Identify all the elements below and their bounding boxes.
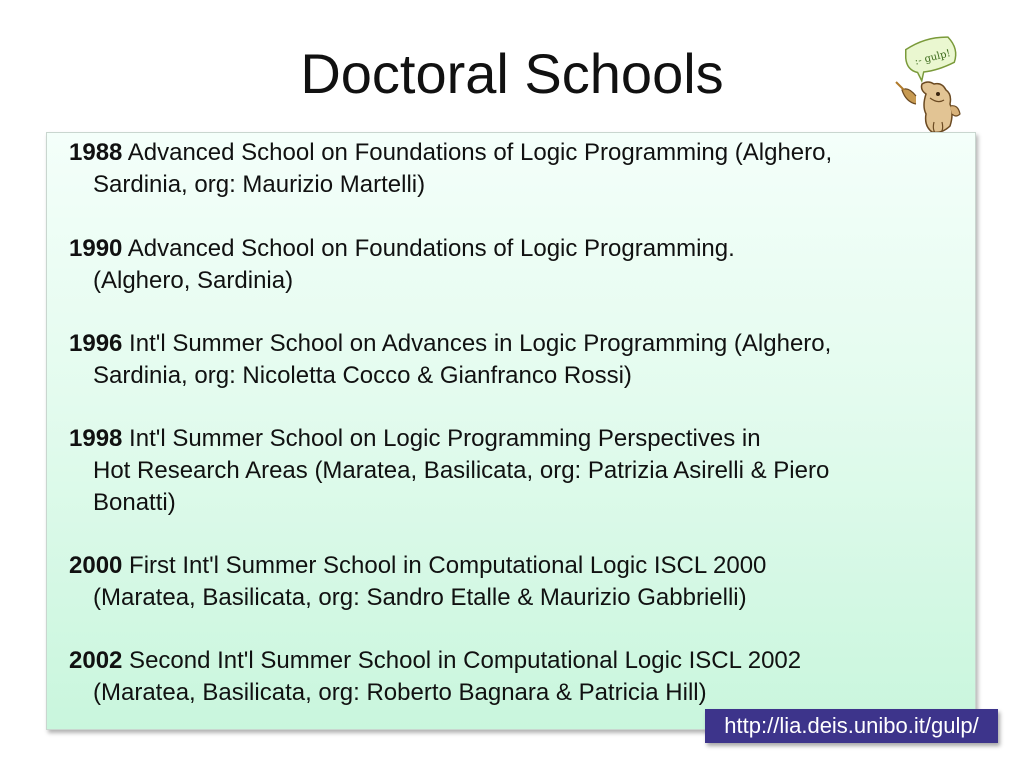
entry-text: Second Int'l Summer School in Computational Logic ISCL 2002 [122, 647, 802, 674]
entry-text: Advanced School on Foundations of Logic Programming (Alghero, [122, 139, 833, 166]
list-item [69, 233, 969, 297]
entry-text: Advanced School on Foundations of Logic Programming. [122, 235, 735, 262]
entry-text-continued: Sardinia, org: Nicoletta Cocco & Gianfranco Rossi) [93, 362, 632, 389]
list-item [69, 328, 969, 392]
list-item [69, 645, 969, 709]
entry-year: 2002 [69, 647, 123, 674]
slide-title: Doctoral Schools [300, 42, 724, 105]
entry-year: 1998 [69, 425, 123, 452]
entry-year: 1990 [69, 235, 123, 262]
entry-year: 1996 [69, 330, 123, 357]
schools-list-box [46, 132, 976, 730]
entry-text: Int'l Summer School on Logic Programming Perspectives in [122, 425, 761, 452]
speech-bubble-text: :- gulp! [913, 48, 952, 68]
entry-text: First Int'l Summer School in Computational Logic ISCL 2000 [122, 552, 767, 579]
mascot-speech-bubble-icon [886, 34, 970, 138]
entry-text-continued: (Alghero, Sardinia) [93, 267, 294, 294]
entry-year: 2000 [69, 552, 123, 579]
entry-text-continued: (Maratea, Basilicata, org: Sandro Etalle & Maurizio Gabbrielli) [93, 584, 747, 611]
entry-text-continued: (Maratea, Basilicata, org: Roberto Bagnara & Patricia Hill) [93, 679, 707, 706]
entry-text-continued: Sardinia, org: Maurizio Martelli) [93, 171, 426, 198]
list-item [69, 423, 969, 519]
list-item [69, 137, 969, 201]
entry-text-continued: Bonatti) [93, 489, 176, 516]
entry-year: 1988 [69, 139, 123, 166]
gulp-url-link[interactable]: http://lia.deis.unibo.it/gulp/ [705, 709, 998, 743]
entry-text: Int'l Summer School on Advances in Logic Programming (Alghero, [122, 330, 832, 357]
entry-text-continued: Hot Research Areas (Maratea, Basilicata, org: Patrizia Asirelli & Piero [93, 457, 830, 484]
list-item [69, 550, 969, 614]
